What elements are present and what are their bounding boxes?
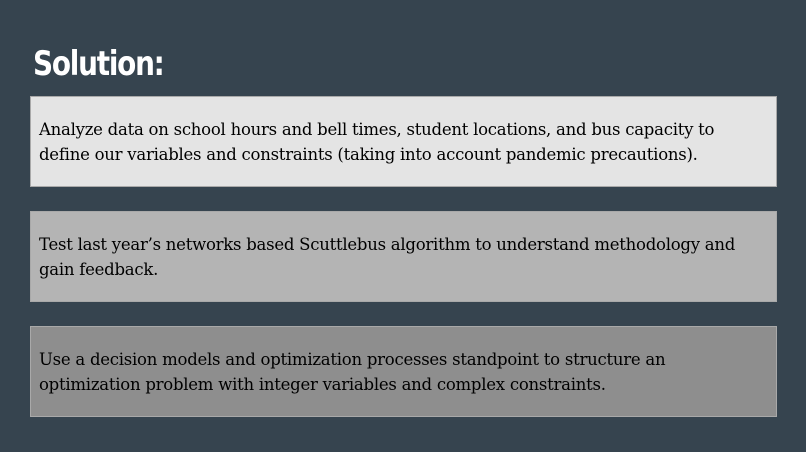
solution-step-text: Test last year’s networks based Scuttlebus algorithm to understand methodology and gain feedback.	[39, 234, 736, 279]
solution-step-text: Analyze data on school hours and bell times, student locations, and bus capacity to define our variables and constraints (taking into account pandemic precautions).	[39, 119, 715, 164]
solution-step-test	[30, 211, 777, 302]
solution-step-text: Use a decision models and optimization processes standpoint to structure an optimization problem with integer variables and complex constraints.	[39, 349, 666, 394]
solution-step-analyze	[30, 96, 777, 187]
slide-title: Solution:	[33, 44, 164, 84]
solution-step-optimize	[30, 326, 777, 417]
